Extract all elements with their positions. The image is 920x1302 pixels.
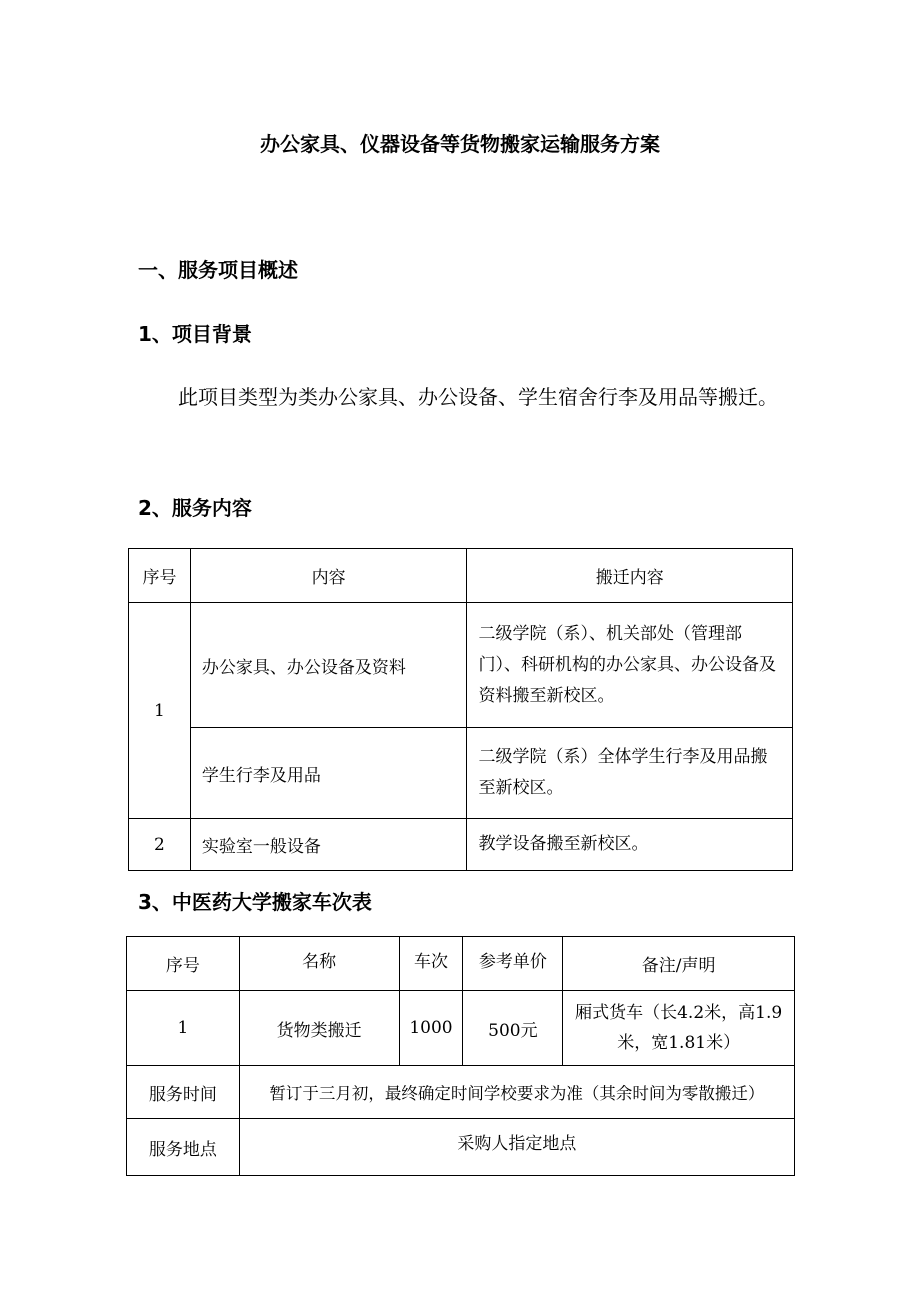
service-content-table [128, 548, 793, 871]
row-number: 2 [129, 819, 191, 871]
background-paragraph [138, 374, 788, 421]
row-trips: 1000 [399, 991, 463, 1066]
row-number: 1 [129, 603, 191, 819]
table-row [127, 1066, 795, 1119]
header-cell-no: 序号 [129, 549, 191, 603]
header-cell-name: 名称 [239, 937, 399, 991]
header-cell-note: 备注/声明 [563, 937, 795, 991]
subheading-vehicle-schedule: 3、中医药大学搬家车次表 [138, 890, 372, 914]
row-detail: 教学设备搬至新校区。 [467, 819, 793, 871]
row-detail: 二级学院（系）、机关部处（管理部门）、科研机构的办公家具、办公设备及资料搬至新校区。 [467, 603, 793, 728]
header-cell-price: 参考单价 [463, 937, 563, 991]
document-title: 办公家具、仪器设备等货物搬家运输服务方案 [260, 132, 660, 156]
table-row [127, 1119, 795, 1176]
service-place-value: 采购人指定地点 [239, 1119, 794, 1176]
row-content: 办公家具、办公设备及资料 [190, 603, 467, 728]
table-header-row [129, 549, 793, 603]
service-place-label: 服务地点 [127, 1119, 240, 1176]
row-content: 学生行李及用品 [190, 728, 467, 819]
service-time-value: 暂订于三月初，最终确定时间学校要求为准（其余时间为零散搬迁） [239, 1066, 794, 1119]
service-time-label: 服务时间 [127, 1066, 240, 1119]
table-header-row [127, 937, 795, 991]
row-note: 厢式货车（长4.2米，高1.9米，宽1.81米） [563, 991, 795, 1066]
header-cell-detail: 搬迁内容 [467, 549, 793, 603]
row-number: 1 [127, 991, 240, 1066]
header-cell-no: 序号 [127, 937, 240, 991]
section-heading-overview: 一、服务项目概述 [138, 258, 298, 282]
row-name: 货物类搬迁 [239, 991, 399, 1066]
header-cell-trips: 车次 [399, 937, 463, 991]
subheading-service-content: 2、服务内容 [138, 496, 252, 520]
row-content: 实验室一般设备 [190, 819, 467, 871]
vehicle-schedule-table [126, 936, 795, 1176]
table-row [129, 728, 793, 819]
row-price: 500元 [463, 991, 563, 1066]
table-row [129, 819, 793, 871]
table-row [129, 603, 793, 728]
background-text: 此项目类型为类办公家具、办公设备、学生宿舍行李及用品等搬迁。 [178, 385, 778, 409]
subheading-background: 1、项目背景 [138, 322, 252, 346]
header-cell-content: 内容 [190, 549, 467, 603]
table-row [127, 991, 795, 1066]
row-detail: 二级学院（系）全体学生行李及用品搬至新校区。 [467, 728, 793, 819]
